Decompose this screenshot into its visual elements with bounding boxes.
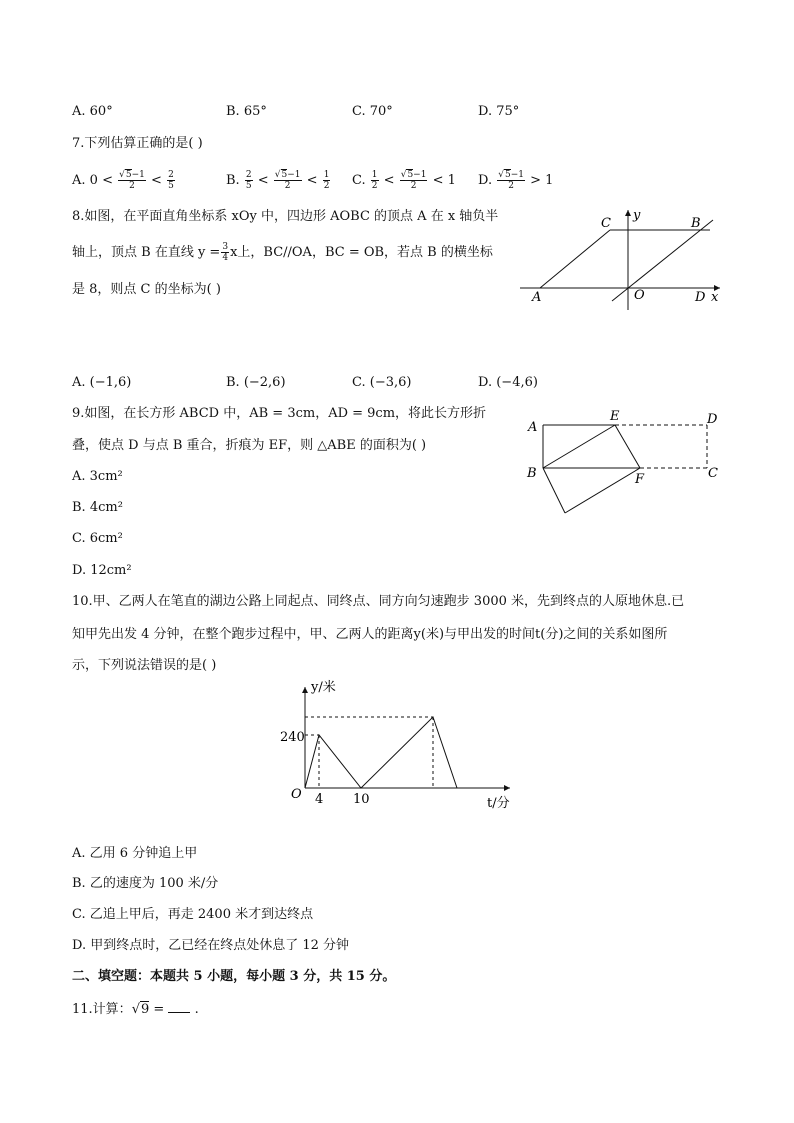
q7-option-b: B. $\frac{2}{5}$ < $\frac{√5-1}{2}$ < $\frac{1}{2}$: [226, 170, 330, 191]
section-2-title: 二、填空题：本题共 5 小题，每小题 3 分，共 15 分。: [72, 969, 396, 984]
q9-option-c: C. 6cm²: [72, 531, 123, 546]
q9-label-c: C: [708, 466, 718, 481]
q8-line-2: 轴上，顶点 B 在直线 y = $\frac{3}{4}$ x上，BC//OA，BC = OB，若点 B 的横坐标: [72, 242, 493, 263]
q7-option-d: D. $\frac{√5-1}{2}$ > 1: [478, 170, 554, 191]
q7-stem: 7.下列估算正确的是( ): [72, 136, 203, 151]
q10-origin: O: [291, 787, 302, 802]
q8-option-d: D. (−4,6): [478, 375, 538, 390]
q10-graph: [275, 675, 525, 815]
q11-answer-blank[interactable]: [168, 1000, 190, 1013]
q8-line-3: 是 8，则点 C 的坐标为( ): [72, 282, 221, 297]
q9-option-b: B. 4cm²: [72, 500, 123, 515]
q8-label-c: C: [601, 216, 611, 231]
q6-option-c: C. 70°: [352, 104, 393, 119]
q8-label-d: D: [695, 290, 706, 305]
q7-option-a: A. 0 < $\frac{√5-1}{2}$ < $\frac{2}{5}$: [72, 170, 174, 191]
q8-line-1: 8.如图，在平面直角坐标系 xOy 中，四边形 AOBC 的顶点 A 在 x 轴负半: [72, 209, 499, 224]
q6-option-a: A. 60°: [72, 104, 113, 119]
q10-option-a: A. 乙用 6 分钟追上甲: [72, 846, 198, 861]
q10-line-2: 知甲先出发 4 分钟，在整个跑步过程中，甲、乙两人的距离y(米)与甲出发的时间t(分)之间的关系如图所: [72, 627, 668, 642]
q8-label-b: B: [691, 216, 701, 231]
q9-label-a: A: [528, 420, 538, 435]
q10-ylabel: y/米: [311, 680, 336, 695]
q9-option-d: D. 12cm²: [72, 563, 132, 578]
q6-option-b: B. 65°: [226, 104, 267, 119]
q8-label-x: x: [711, 290, 719, 305]
q10-line-3: 示，下列说法错误的是( ): [72, 658, 217, 673]
q10-y240: 240: [280, 730, 305, 745]
q8-option-c: C. (−3,6): [352, 375, 412, 390]
q9-option-a: A. 3cm²: [72, 469, 123, 484]
q7-option-c: C. $\frac{1}{2}$ < $\frac{√5-1}{2}$ < 1: [352, 170, 456, 191]
q10-option-b: B. 乙的速度为 100 米/分: [72, 876, 219, 891]
q8-label-a: A: [532, 290, 542, 305]
q10-xlabel: t/分: [487, 796, 510, 811]
q9-label-d: D: [707, 412, 718, 427]
q10-option-d: D. 甲到终点时，乙已经在终点处休息了 12 分钟: [72, 938, 350, 953]
q9-figure: [520, 405, 725, 520]
q6-option-d: D. 75°: [478, 104, 520, 119]
q8-option-b: B. (−2,6): [226, 375, 286, 390]
q11-line: 11.计算：√9 = .: [72, 1002, 199, 1017]
q8-option-a: A. (−1,6): [72, 375, 132, 390]
q9-label-e: E: [610, 409, 620, 424]
q10-option-c: C. 乙追上甲后，再走 2400 米才到达终点: [72, 907, 314, 922]
q10-x4: 4: [315, 792, 324, 807]
q9-label-f: F: [635, 472, 645, 487]
q9-line-1: 9.如图，在长方形 ABCD 中，AB = 3cm，AD = 9cm，将此长方形折: [72, 406, 487, 421]
q10-line-1: 10.甲、乙两人在笔直的湖边公路上同起点、同终点、同方向匀速跑步 3000 米，先到终点的人原地休息.已: [72, 594, 685, 609]
q9-label-b: B: [527, 466, 537, 481]
q8-figure: [515, 205, 730, 315]
q9-line-2: 叠，使点 D 与点 B 重合，折痕为 EF，则 △ABE 的面积为( ): [72, 438, 427, 453]
q8-label-y: y: [633, 208, 641, 223]
q8-label-o: O: [634, 288, 645, 303]
q10-x10: 10: [353, 792, 370, 807]
